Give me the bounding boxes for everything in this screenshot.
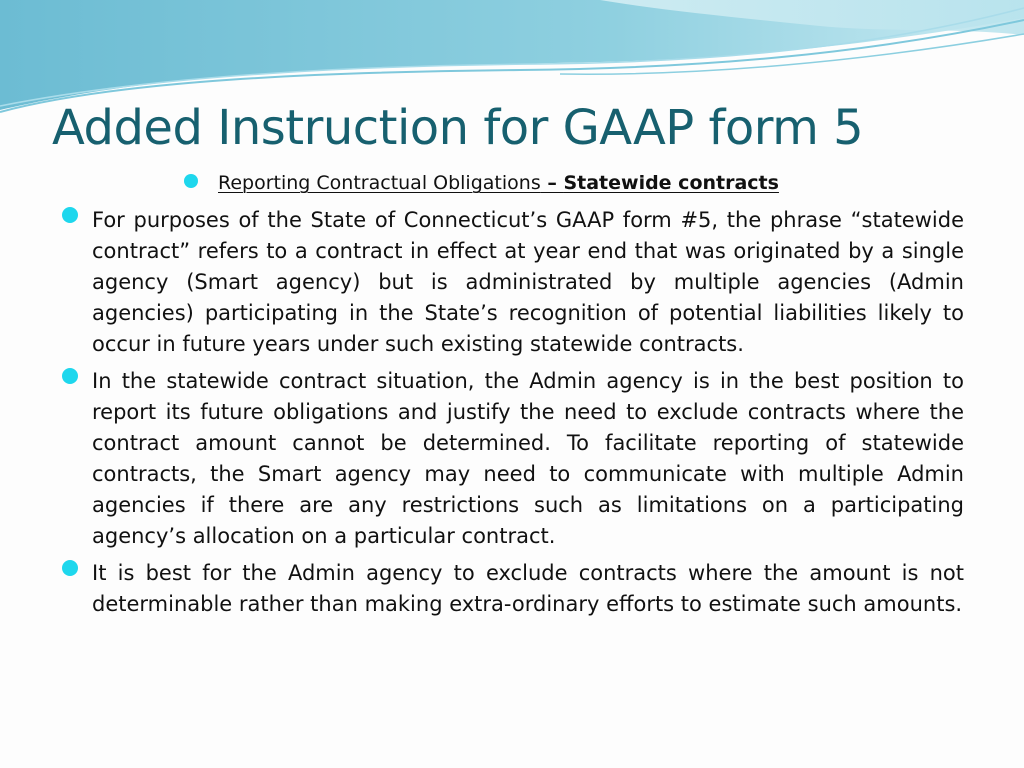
subheading-main: Reporting Contractual Obligations — [218, 172, 541, 194]
bullet-item — [60, 366, 964, 552]
bullet-item — [60, 558, 964, 620]
bullet-text: For purposes of the State of Connecticut’s GAAP form #5, the phrase “statewide contract” refers to a contract in effect at year end that was originated by a single agency (Smart agency) but is administrated by multiple agencies (Admin agencies) participating in the State’s recognition of potential liabilities likely to occur in future years under such existing statewide contracts. — [92, 208, 964, 356]
bullet-text: In the statewide contract situation, the Admin agency is in the best position to report its future obligations and justify the need to exclude contracts where the contract amount cannot be determined. To facilitate reporting of statewide contracts, the Smart agency may need to communicate with multiple Admin agencies if there are any restrictions such as limitations on a participating agency’s allocation on a particular contract. — [92, 369, 964, 548]
bullet-list — [60, 205, 964, 626]
bullet-dot-icon — [62, 560, 78, 576]
bullet-dot-icon — [62, 368, 78, 384]
subheading-separator: – — [540, 172, 564, 194]
bullet-text: It is best for the Admin agency to exclude contracts where the amount is not determinable rather than making extra-ordinary efforts to estimate such amounts. — [92, 561, 964, 616]
subheading-bold: Statewide contracts — [563, 172, 779, 194]
slide-title: Added Instruction for GAAP form 5 — [52, 100, 864, 156]
bullet-item — [60, 205, 964, 360]
bullet-dot-icon — [184, 174, 198, 188]
subheading-text — [218, 172, 779, 194]
bullet-dot-icon — [62, 207, 78, 223]
